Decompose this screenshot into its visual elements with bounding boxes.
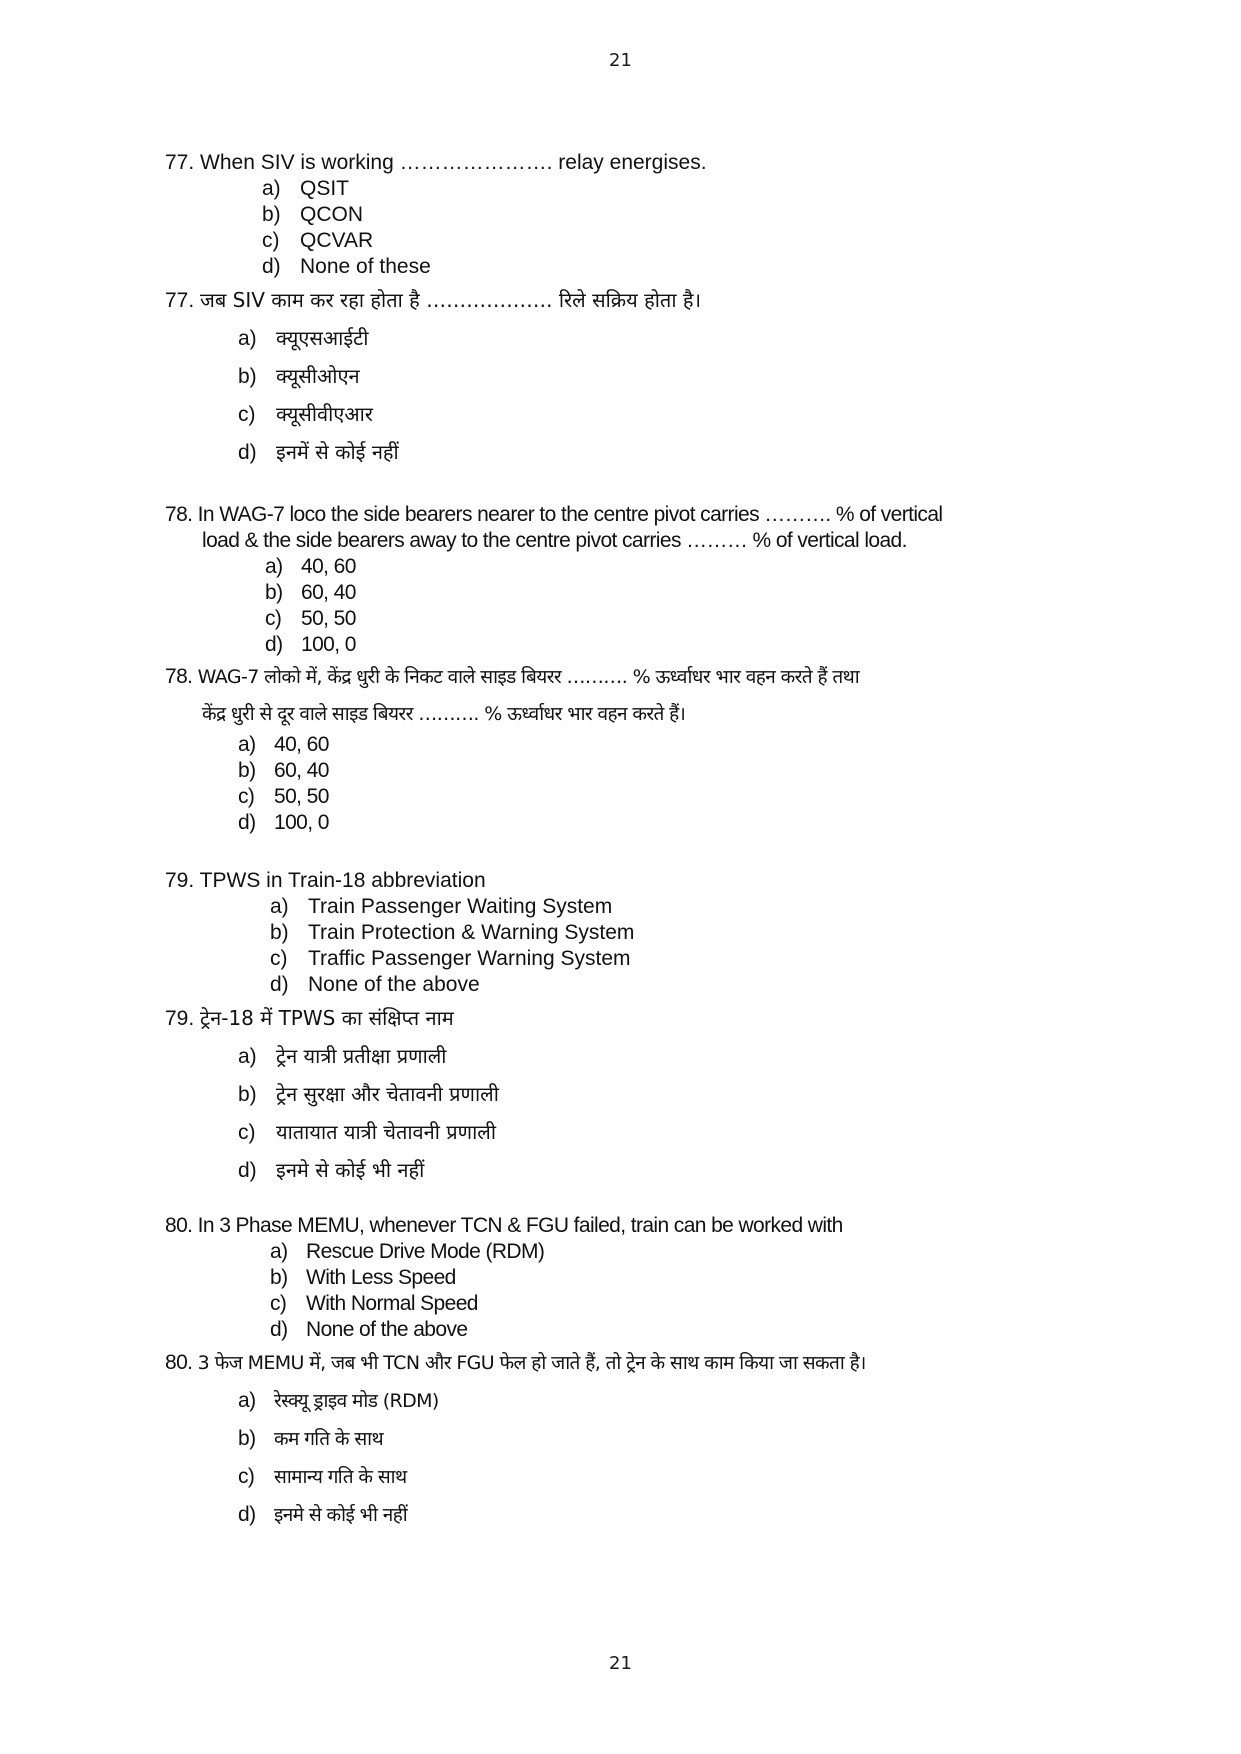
- option-text: ट्रेन सुरक्षा और चेतावनी प्रणाली: [276, 1082, 499, 1106]
- option-text: Traffic Passenger Warning System: [308, 947, 631, 970]
- option-text: 40, 60: [301, 555, 356, 578]
- option: [238, 1502, 407, 1528]
- option-key: c): [270, 1292, 287, 1315]
- option: [270, 1265, 456, 1291]
- question-number: 79.: [165, 869, 195, 892]
- option-key: b): [238, 1083, 257, 1106]
- option-text: With Less Speed: [306, 1266, 456, 1289]
- option-key: c): [270, 947, 288, 970]
- option-key: a): [238, 1389, 256, 1412]
- option-text: कम गति के साथ: [274, 1428, 384, 1450]
- option-text: 50, 50: [274, 785, 329, 808]
- option: [238, 1388, 439, 1414]
- option-key: a): [265, 555, 283, 578]
- option-key: c): [265, 607, 282, 630]
- option-text: यातायात यात्री चेतावनी प्रणाली: [276, 1120, 497, 1144]
- option-key: b): [262, 203, 281, 226]
- option-text: None of these: [300, 255, 431, 278]
- question-text: TPWS in Train-18 abbreviation: [199, 869, 486, 892]
- option-key: d): [270, 1318, 288, 1341]
- option: [238, 810, 329, 836]
- option: [270, 972, 480, 998]
- question-text: When SIV is working …………………. relay energises.: [200, 151, 707, 174]
- question-number: 78.: [165, 665, 193, 688]
- option-key: b): [238, 759, 256, 782]
- question-text-line1: WAG-7 लोको में, केंद्र धुरी के निकट वाले साइड बियरर ………. % ऊर्ध्वाधर भार वहन करते हैं तथा: [197, 666, 860, 688]
- question-number: 77.: [165, 151, 195, 174]
- question-text-line1: In WAG-7 loco the side bearers nearer to the centre pivot carries ………. % of vertical: [197, 503, 943, 526]
- option-key: c): [238, 403, 256, 426]
- option-text: 60, 40: [301, 581, 356, 604]
- option-key: a): [270, 895, 289, 918]
- option: [238, 1157, 424, 1184]
- option: [262, 228, 373, 254]
- option: [265, 580, 356, 606]
- option-text: Rescue Drive Mode (RDM): [306, 1240, 545, 1263]
- option-key: b): [265, 581, 283, 604]
- option-key: d): [262, 255, 281, 278]
- option: [238, 439, 399, 466]
- question-number: 79.: [165, 1007, 195, 1030]
- option-key: b): [238, 365, 257, 388]
- option: [265, 606, 356, 632]
- option: [270, 894, 612, 920]
- option-text: सामान्य गति के साथ: [274, 1466, 407, 1488]
- option: [238, 758, 329, 784]
- option: [262, 254, 431, 280]
- option: [262, 176, 349, 202]
- question-stem: [165, 150, 707, 176]
- option-text: रेस्क्यू ड्राइव मोड (RDM): [274, 1390, 439, 1412]
- option-text: क्यूएसआईटी: [276, 326, 369, 350]
- option-text: इनमे से कोई भी नहीं: [276, 1158, 425, 1182]
- question-stem: [165, 287, 701, 314]
- question-number: 78.: [165, 503, 193, 526]
- option-key: d): [238, 811, 256, 834]
- option-key: b): [270, 921, 289, 944]
- option-text: QCVAR: [300, 229, 374, 252]
- option: [238, 401, 373, 428]
- option-key: c): [238, 785, 255, 808]
- option-key: d): [265, 633, 283, 656]
- option-key: a): [262, 177, 281, 200]
- question-stem: [165, 664, 859, 690]
- option-key: c): [238, 1121, 256, 1144]
- question-text: In 3 Phase MEMU, whenever TCN & FGU failed, train can be worked with: [197, 1214, 843, 1237]
- question-text-line2: केंद्र धुरी से दूर वाले साइड बियरर ………. % ऊर्ध्वाधर भार वहन करते हैं।: [202, 703, 686, 725]
- option-key: a): [238, 1045, 257, 1068]
- question-number: 77.: [165, 289, 195, 312]
- option: [238, 363, 360, 390]
- option-text: इनमे से कोई भी नहीं: [274, 1504, 408, 1526]
- option-text: 60, 40: [274, 759, 329, 782]
- option-key: c): [262, 229, 280, 252]
- option: [270, 1291, 478, 1317]
- option-key: d): [238, 1503, 256, 1526]
- option-text: None of the above: [306, 1318, 468, 1341]
- question-text-line2: load & the side bearers away to the centre pivot carries ……… % of vertical load.: [202, 529, 907, 552]
- option-text: इनमें से कोई नहीं: [276, 440, 399, 464]
- option-key: b): [270, 1266, 288, 1289]
- option: [238, 1464, 407, 1490]
- option-text: 100, 0: [274, 811, 329, 834]
- option: [270, 1317, 467, 1343]
- option-text: क्यूसीओएन: [276, 364, 360, 388]
- option: [238, 784, 329, 810]
- question-number: 80.: [165, 1351, 193, 1374]
- option-text: Train Protection & Warning System: [308, 921, 635, 944]
- option: [238, 1426, 383, 1452]
- question-text: जब SIV काम कर रहा होता है ………………. रिले सक्रिय होता है।: [200, 288, 702, 312]
- option-text: 50, 50: [301, 607, 356, 630]
- option-key: d): [238, 441, 257, 464]
- option-text: क्यूसीवीएआर: [276, 402, 373, 426]
- question-stem: [165, 1350, 866, 1376]
- option: [238, 325, 368, 352]
- question-stem: [165, 868, 486, 894]
- option-key: d): [270, 973, 289, 996]
- option-text: ट्रेन यात्री प्रतीक्षा प्रणाली: [276, 1044, 447, 1068]
- page-number-bottom: 21: [609, 1653, 632, 1674]
- option: [270, 920, 634, 946]
- option-key: a): [238, 327, 257, 350]
- option-text: 100, 0: [301, 633, 356, 656]
- option: [270, 946, 631, 972]
- option: [238, 732, 329, 758]
- option-text: None of the above: [308, 973, 480, 996]
- question-stem: [165, 502, 942, 528]
- page-number-top: 21: [609, 50, 632, 71]
- option-text: With Normal Speed: [306, 1292, 478, 1315]
- question-stem: [165, 1213, 843, 1239]
- question-number: 80.: [165, 1214, 193, 1237]
- question-stem: [165, 1005, 454, 1032]
- option-key: d): [238, 1159, 257, 1182]
- option-key: a): [270, 1240, 288, 1263]
- option: [238, 1081, 499, 1108]
- option: [238, 1119, 496, 1146]
- option-text: 40, 60: [274, 733, 329, 756]
- option-text: QSIT: [300, 177, 350, 200]
- option: [270, 1239, 544, 1265]
- option-text: QCON: [300, 203, 363, 226]
- option-key: a): [238, 733, 256, 756]
- option: [238, 1043, 447, 1070]
- question-text: ट्रेन-18 में TPWS का संक्षिप्त नाम: [200, 1006, 454, 1030]
- option: [262, 202, 363, 228]
- option: [265, 632, 356, 658]
- option-key: b): [238, 1427, 256, 1450]
- option: [265, 554, 356, 580]
- option-key: c): [238, 1465, 255, 1488]
- option-text: Train Passenger Waiting System: [308, 895, 613, 918]
- question-text: 3 फेज MEMU में, जब भी TCN और FGU फेल हो जाते हैं, तो ट्रेन के साथ काम किया जा सकता है।: [197, 1352, 866, 1374]
